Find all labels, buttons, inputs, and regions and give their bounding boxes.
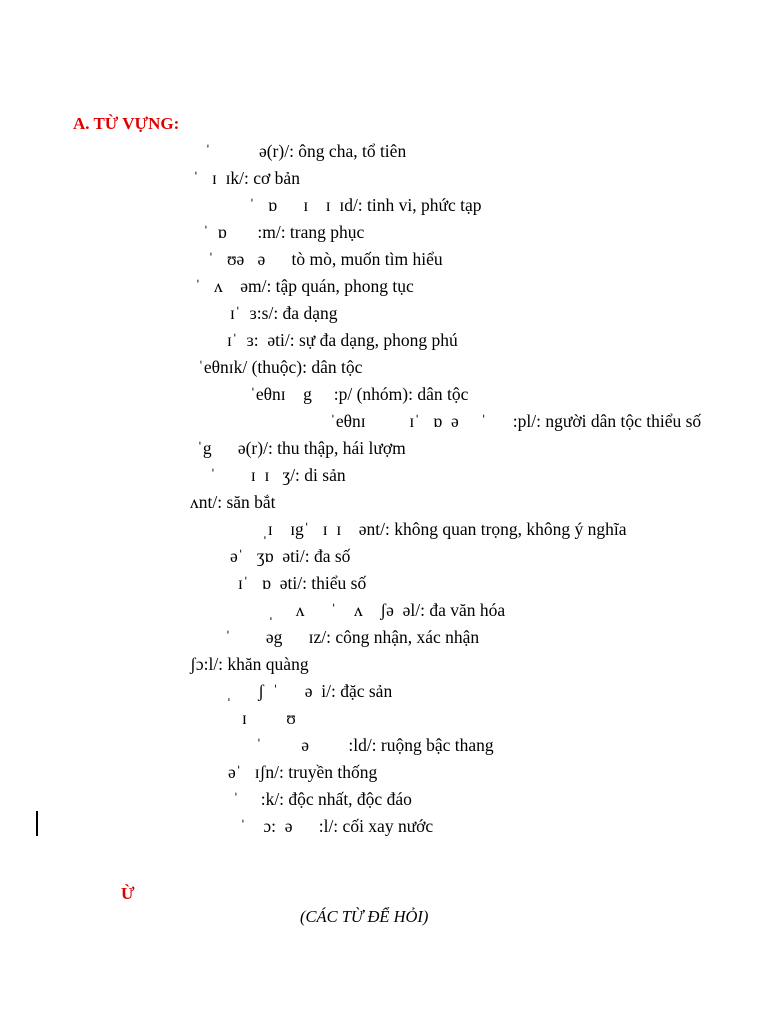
vocab-entry: ˈ :k/: độc nhất, độc đáo [233,789,412,809]
vocab-entry: ˈeθnɪk/ (thuộc): dân tộc [198,357,363,377]
vocab-entry: ˈ ʊə ə tò mò, muốn tìm hiểu [208,249,443,269]
vocab-entry: ɪˈ ɒ əti/: thiểu số [238,573,367,593]
vocab-entry: ˈ əg ɪz/: công nhận, xác nhận [225,627,480,647]
vocab-entry: ˈ ɔ: ə :l/: cối xay nước [240,816,434,836]
vocab-entry: ɪ ʊ [242,708,296,728]
vocab-entry: ˈ ɒ ɪ ɪ ɪd/: tinh vi, phức tạp [249,195,482,215]
vocab-entry: ʃɔ:l/: khăn quàng [190,654,309,674]
vocab-entry: ˈg ə(r)/: thu thập, hái lượm [197,438,406,458]
vocab-entry: ʌnt/: săn bắt [190,492,276,512]
vocab-entry: ˈ ɪ ɪ ʒ/: di sản [210,465,346,485]
vocab-entry: ɪˈ ɜ:s/: đa dạng [230,303,338,323]
vocab-entry: ˈeθnɪ g :p/ (nhóm): dân tộc [250,384,469,404]
section-subtitle: (CÁC TỪ ĐỂ HỎI) [300,907,429,926]
vocab-entry: əˈ ɪʃn/: truyền thống [228,762,378,782]
vocab-entry: ˈ ʌ əm/: tập quán, phong tục [195,276,414,296]
vocab-entry: ˈ ə(r)/: ông cha, tổ tiên [205,141,407,161]
vocab-entry: ˌ ʌ ˈ ʌ ʃə əl/: đa văn hóa [268,600,506,620]
vocab-entry: ˌ ʃ ˈ ə i/: đặc sản [226,681,393,701]
vocab-entry: ˈ ɪ ɪk/: cơ bản [193,168,300,188]
vocab-entry: ˈ ɒ :m/: trang phục [203,222,365,242]
vocab-entry: ˈeθnɪ ɪˈ ɒ ə ˈ :pl/: người dân tộc thiểu số [330,411,702,431]
section-heading: A. TỪ VỰNG: [73,114,180,133]
vocab-entry: əˈ ʒɒ əti/: đa số [230,546,351,566]
vocab-entry: ˈ ə :ld/: ruộng bậc thang [256,735,494,755]
vocab-entry: ɪˈ ɜ: əti/: sự đa dạng, phong phú [227,330,458,350]
vocab-entry: ˌɪ ɪgˈ ɪ ɪ ənt/: không quan trọng, không ý nghĩa [262,519,627,539]
text-cursor [36,811,38,836]
section-marker: Ừ [121,884,135,903]
